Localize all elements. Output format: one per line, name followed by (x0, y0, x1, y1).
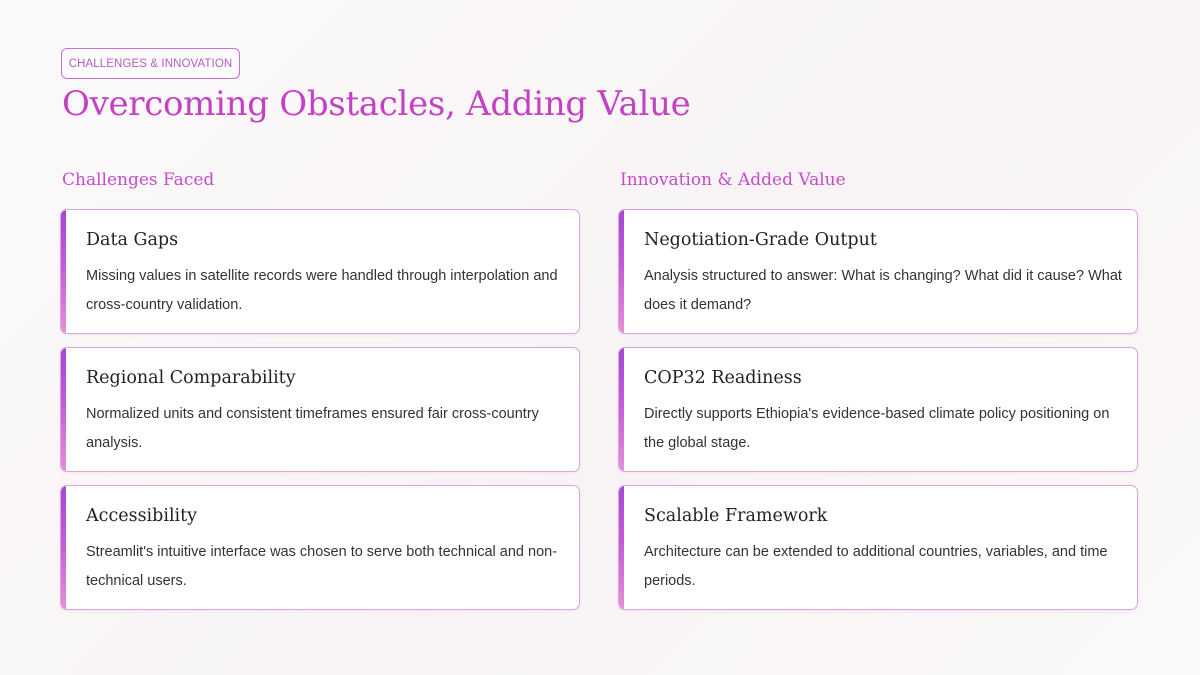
card-description: Analysis structured to answer: What is changing? What did it cause? What does it demand? (644, 268, 1122, 313)
card-title: Regional Comparability (86, 368, 296, 388)
card-title: Data Gaps (86, 230, 179, 250)
innovation-card-cop32-readiness (618, 347, 1138, 472)
page-title: Overcoming Obstacles, Adding Value (62, 84, 691, 124)
card-accent-bar (61, 348, 66, 471)
card-accent-bar (61, 210, 66, 333)
card-description: Missing values in satellite records were handled through interpolation and cross-country validation. (86, 268, 558, 313)
challenge-card-accessibility (60, 485, 580, 610)
challenges-heading: Challenges Faced (62, 170, 215, 190)
card-description: Directly supports Ethiopia's evidence-based climate policy positioning on the global stage. (644, 406, 1110, 451)
card-description: Streamlit's intuitive interface was chosen to serve both technical and non-technical users. (86, 544, 558, 589)
challenge-card-data-gaps (60, 209, 580, 334)
card-accent-bar (61, 486, 66, 609)
card-title: COP32 Readiness (644, 368, 802, 388)
innovation-card-negotiation-grade-output (618, 209, 1138, 334)
innovation-card-scalable-framework (618, 485, 1138, 610)
card-accent-bar (619, 486, 624, 609)
innovation-heading: Innovation & Added Value (620, 170, 846, 190)
card-accent-bar (619, 348, 624, 471)
card-accent-bar (619, 210, 624, 333)
card-title: Accessibility (86, 506, 198, 526)
card-title: Scalable Framework (644, 506, 828, 526)
card-title: Negotiation-Grade Output (644, 230, 877, 250)
card-description: Normalized units and consistent timeframes ensured fair cross-country analysis. (86, 406, 539, 451)
card-description: Architecture can be extended to additional countries, variables, and time periods. (644, 544, 1108, 589)
section-tag: CHALLENGES & INNOVATION (61, 48, 240, 79)
challenge-card-regional-comparability (60, 347, 580, 472)
